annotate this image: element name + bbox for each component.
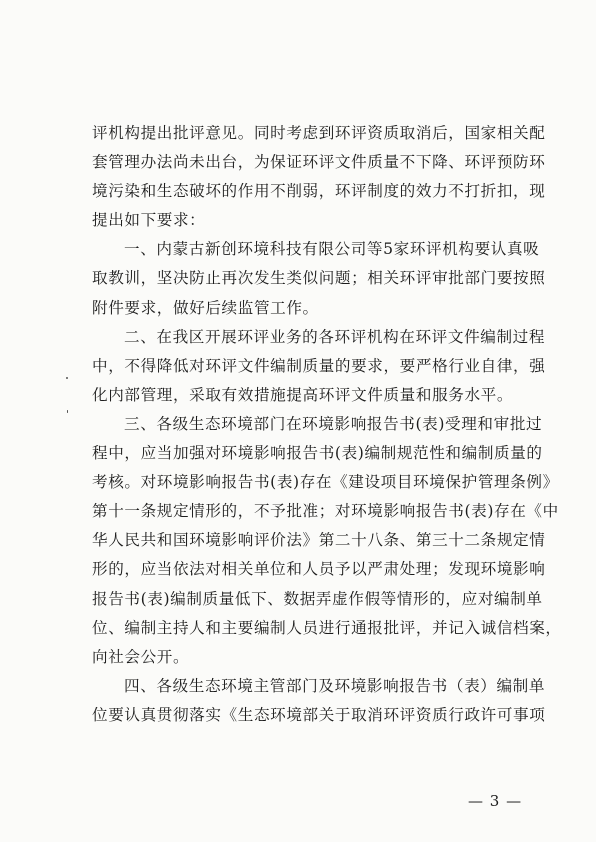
paragraph-2-start: 二、在我区开展环评业务的各环评机构在环评文件编制过程 (124, 327, 546, 346)
scan-speck (67, 410, 68, 413)
page-number: — 3 — (468, 792, 523, 810)
text-line: 程中，应当加强对环境影响报告书(表)编制规范性和编制质量的 (92, 444, 543, 463)
text-line: 华人民共和国环境影响评价法》第二十八条、第三十二条规定情 (92, 531, 546, 550)
text-line: 附件要求，做好后续监管工作。 (92, 298, 319, 317)
paragraph-1-start: 一、内蒙古新创环境科技有限公司等5家环评机构要认真吸 (124, 240, 540, 259)
text-line: 中，不得降低对环评文件编制质量的要求，要严格行业自律，强 (92, 356, 546, 375)
text-line: 考核。对环境影响报告书(表)存在《建设项目环境保护管理条例》 (92, 473, 559, 492)
paragraph-4-start: 四、各级生态环境主管部门及环境影响报告书（表）编制单 (124, 676, 546, 695)
body-text (92, 119, 562, 730)
text-line: 取教训，坚决防止再次发生类似问题；相关环评审批部门要按照 (92, 269, 546, 288)
text-line: 评机构提出批评意见。同时考虑到环评资质取消后，国家相关配 (92, 124, 546, 142)
paragraph-3-start: 三、各级生态环境部门在环境影响报告书(表)受理和审批过 (124, 414, 543, 433)
text-line: 境污染和生态破坏的作用不削弱，环评制度的效力不打折扣，现 (92, 182, 546, 201)
text-line: 向社会公开。 (92, 647, 190, 666)
text-line: 套管理办法尚未出台，为保证环评文件质量不下降、环评预防环 (92, 153, 546, 172)
scan-speck (66, 377, 68, 379)
text-line: 提出如下要求： (92, 211, 206, 230)
text-line: 位、编制主持人和主要编制人员进行通报批评，并记入诚信档案， (92, 618, 562, 637)
text-line: 第十一条规定情形的，不予批准；对环境影响报告书(表)存在《中 (92, 502, 559, 521)
text-line: 报告书(表)编制质量低下、数据弄虚作假等情形的，应对编制单 (92, 589, 543, 608)
text-line: 形的，应当依法对相关单位和人员予以严肃处理；发现环境影响 (92, 560, 546, 579)
text-line: 化内部管理，采取有效措施提高环评文件质量和服务水平。 (92, 385, 514, 404)
text-line: 位要认真贯彻落实《生态环境部关于取消环评资质行政许可事项 (92, 705, 546, 724)
